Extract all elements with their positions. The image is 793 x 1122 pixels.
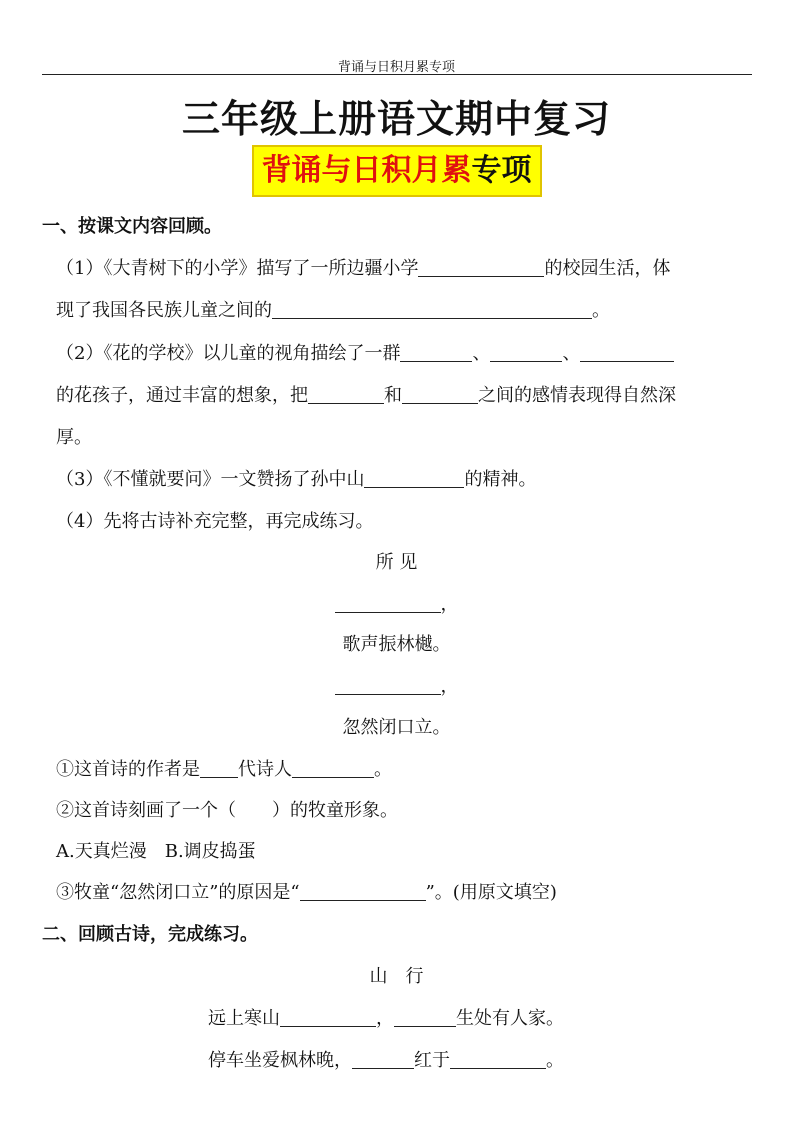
blank[interactable] [300,882,426,901]
poem1-line2: 歌声振林樾。 [342,634,451,655]
poem2-text-e: 红于 [414,1050,450,1071]
blank[interactable] [364,469,464,488]
blank[interactable] [272,300,592,319]
poem2-text-f: 。 [546,1050,564,1071]
q2-sep2: 、 [562,343,581,364]
poem2-text-a: 远上寒山 [208,1008,280,1029]
page-header [0,0,793,76]
q3-text-b: 的精神。 [464,469,537,490]
q2-line3 [56,423,92,449]
poem2-line1 [208,1004,564,1030]
q1-text-c: 现了我国各民族儿童之间的 [56,300,272,321]
poem1-line4: 忽然闭口立。 [342,717,451,738]
q3-line [56,465,536,491]
poem2-text-d: 停车坐爱枫林晚， [208,1050,352,1071]
poem2-title: 山 行 [369,966,424,987]
blank[interactable] [308,385,384,404]
q2-text-a: （2）《花的学校》以儿童的视角描绘了一群 [56,343,401,364]
q2-text-d: 之间的感情表现得自然深 [478,385,676,406]
q1-line1 [56,254,670,280]
poem1-line3 [0,672,793,698]
sub2-options: A.天真烂漫 B.调皮捣蛋 [56,841,256,862]
sub1-text-b: 代诗人 [238,759,292,780]
q2-text-c: 和 [384,385,402,406]
subtitle-red: 背诵与日积月累 [261,153,472,188]
poem1-comma2: ， [440,676,459,697]
sub3-line [56,878,557,904]
poem1-title: 所 见 [375,552,418,573]
poem1-comma1: ， [440,594,459,615]
poem1-line1 [0,590,793,616]
subtitle-banner [0,145,793,197]
section1-heading: 一、按课文内容回顾。 [42,216,222,237]
q1-text-d: 。 [592,300,610,321]
sub3-text-a: ③牧童“忽然闭口立”的原因是“ [56,882,300,903]
q2-sep1: 、 [472,343,491,364]
poem2-text-c: 生处有人家。 [456,1008,564,1029]
header-rule [42,74,752,75]
blank[interactable] [335,676,441,695]
poem2-text-b: ， [376,1008,394,1029]
poem2-line2 [208,1046,564,1072]
blank[interactable] [394,1008,456,1027]
q3-text-a: （3）《不懂就要问》一文赞扬了孙中山 [56,469,365,490]
blank[interactable] [490,343,562,362]
subtitle-black: 专项 [471,153,532,188]
sub2-line: ②这首诗刻画了一个（ ）的牧童形象。 [56,800,398,821]
q1-text-a: （1）《大青树下的小学》描写了一所边疆小学 [56,258,419,279]
sub1-text-a: ①这首诗的作者是 [56,759,200,780]
blank[interactable] [450,1050,546,1069]
blank[interactable] [418,258,544,277]
sub1-text-c: 。 [374,759,392,780]
blank[interactable] [352,1050,414,1069]
q2-text-b: 的花孩子，通过丰富的想象，把 [56,385,308,406]
sub1-line [56,755,392,781]
blank[interactable] [400,343,472,362]
sub3-text-b: ”。(用原文填空) [425,882,557,903]
blank[interactable] [280,1008,376,1027]
blank[interactable] [200,759,238,778]
q1-text-b: 的校园生活，体 [544,258,671,279]
q2-line1 [56,339,674,365]
section2-heading: 二、回顾古诗，完成练习。 [42,924,258,945]
q4-line: （4）先将古诗补充完整，再完成练习。 [56,511,374,532]
page-title: 三年级上册语文期中复习 [181,97,611,141]
blank[interactable] [335,594,441,613]
blank[interactable] [292,759,374,778]
blank[interactable] [402,385,478,404]
blank[interactable] [580,343,674,362]
q2-line2 [56,381,676,407]
header-text: 背诵与日积月累专项 [337,60,455,75]
subtitle-box [252,145,542,197]
q2-text-e: 厚。 [56,427,92,448]
q1-line2 [56,296,610,322]
